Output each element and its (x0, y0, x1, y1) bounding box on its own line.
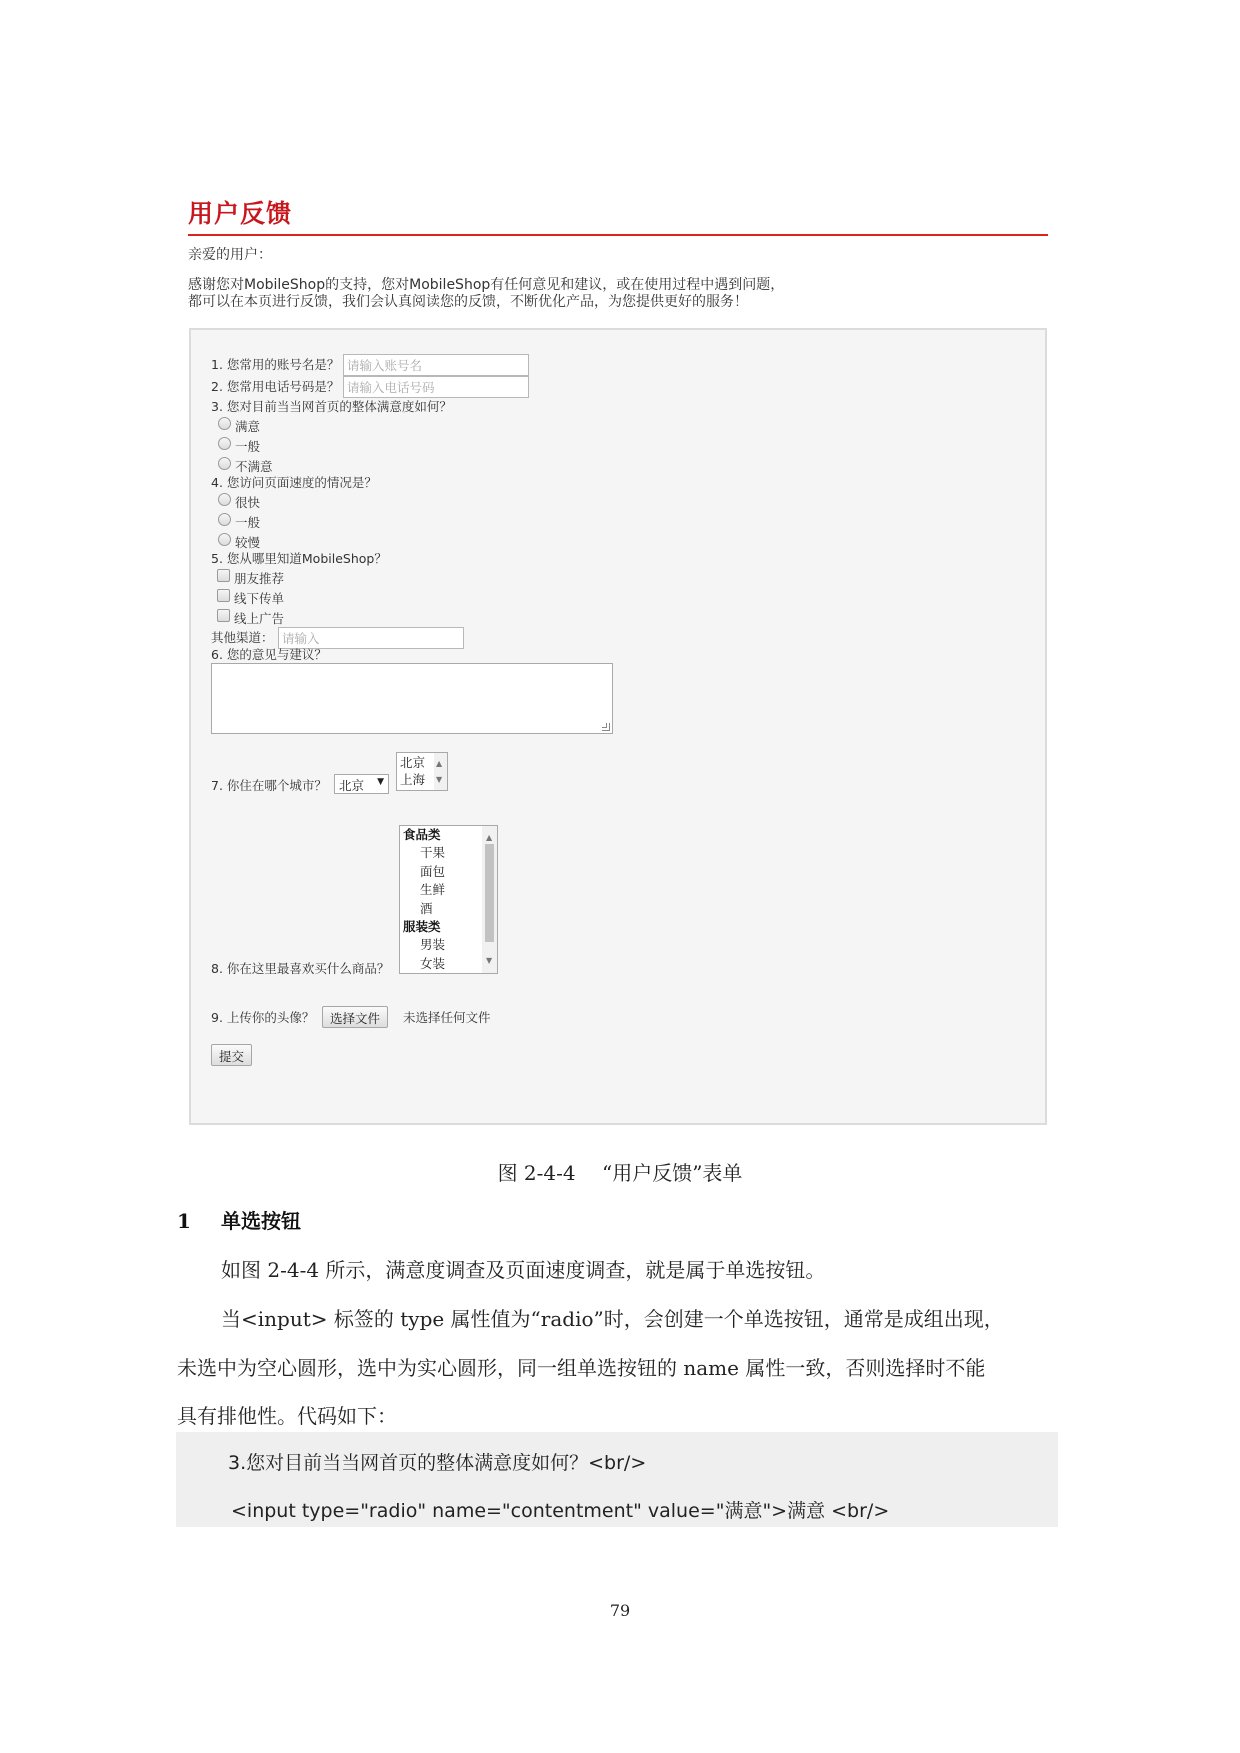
city-listbox[interactable] (396, 752, 448, 791)
city-dropdown[interactable] (334, 774, 389, 794)
q9-label: 9. 上传你的头像？ (211, 1010, 315, 1025)
q3-label: 3. 您对目前当当网首页的整体满意度如何？ (211, 399, 452, 414)
q5-label: 5. 您从哪里知道MobileShop？ (211, 551, 387, 566)
speed-radio-3[interactable] (218, 533, 231, 546)
goods-option[interactable]: 女装 (420, 955, 446, 971)
source-checkbox-3[interactable] (217, 609, 230, 622)
paragraph-2-line-2: 未选中为空心圆形，选中为实心圆形，同一组单选按钮的 name 属性一致，否则选择时不能 (177, 1356, 986, 1380)
intro-text (188, 277, 784, 311)
source-option-3: 线上广告 (234, 611, 285, 626)
q6-label: 6. 您的意见与建议？ (211, 647, 327, 662)
source-checkbox-2[interactable] (217, 589, 230, 602)
goods-listbox[interactable] (399, 825, 498, 974)
paragraph-2-line-3: 具有排他性。代码如下： (177, 1404, 397, 1428)
section-heading (177, 1205, 301, 1234)
scroll-up-icon[interactable]: ▲ (436, 759, 443, 768)
satisfaction-option-2: 一般 (235, 439, 261, 454)
city-list-scrollbar[interactable] (434, 753, 447, 790)
source-option-1: 朋友推荐 (234, 571, 285, 586)
city-dropdown-value: 北京 (339, 778, 365, 793)
source-checkbox-1[interactable] (217, 569, 230, 582)
code-line-1: 3.您对目前当当网首页的整体满意度如何？<br/> (228, 1452, 647, 1474)
goods-option[interactable]: 男装 (420, 937, 446, 953)
goods-option[interactable]: 酒 (420, 900, 433, 916)
speed-option-3: 较慢 (235, 535, 261, 550)
code-line-2: <input type="radio" name="contentment" value="满意">满意 <br/> (231, 1500, 890, 1522)
satisfaction-option-1: 满意 (235, 419, 261, 434)
paragraph-2-line-1: 当<input> 标签的 type 属性值为“radio”时，会创建一个单选按钮，通常是成组出现， (221, 1307, 1004, 1331)
page-title: 用户反馈 (188, 199, 293, 228)
speed-option-2: 一般 (235, 515, 261, 530)
goods-group-clothing: 服装类 (403, 919, 441, 935)
goods-scrollbar[interactable] (482, 826, 497, 973)
feedback-form (189, 328, 1047, 1125)
account-name-input[interactable] (343, 354, 529, 376)
scrollbar-thumb[interactable] (485, 844, 494, 942)
goods-group-food: 食品类 (403, 827, 441, 842)
source-option-2: 线下传单 (234, 591, 285, 606)
q4-label: 4. 您访问页面速度的情况是？ (211, 475, 377, 490)
file-status-text: 未选择任何文件 (403, 1010, 491, 1025)
page-number: 79 (609, 1601, 631, 1620)
goods-option[interactable]: 干果 (420, 845, 446, 861)
other-channel-input[interactable] (278, 627, 464, 649)
goods-option[interactable]: 面包 (420, 863, 446, 879)
section-title: 单选按钮 (221, 1209, 301, 1233)
satisfaction-option-3: 不满意 (235, 459, 273, 474)
figure-caption: 图 2-4-4 “用户反馈”表单 (497, 1161, 743, 1185)
q7-label: 7. 你住在哪个城市？ (211, 778, 327, 793)
scroll-down-icon[interactable]: ▼ (436, 775, 443, 784)
goods-option[interactable]: 生鲜 (420, 882, 446, 898)
speed-radio-1[interactable] (218, 493, 231, 506)
phone-number-input[interactable] (343, 376, 529, 398)
city-list-option-2[interactable]: 上海 (400, 772, 426, 787)
title-divider (188, 234, 1048, 236)
speed-radio-2[interactable] (218, 513, 231, 526)
dropdown-arrow-icon: ▼ (377, 777, 384, 787)
scroll-up-icon[interactable]: ▲ (486, 833, 493, 842)
satisfaction-radio-2[interactable] (218, 437, 231, 450)
choose-file-button[interactable]: 选择文件 (322, 1006, 388, 1028)
q1-label: 1. 您常用的账号名是？ (211, 357, 340, 372)
section-number: 1 (177, 1209, 191, 1233)
scroll-down-icon[interactable]: ▼ (486, 955, 493, 965)
satisfaction-radio-3[interactable] (218, 457, 231, 470)
other-channel-label: 其他渠道： (211, 630, 274, 645)
intro-line-1: 感谢您对MobileShop的支持，您对MobileShop有任何意见和建议，或在使用过程中遇到问题， (188, 277, 785, 293)
speed-option-1: 很快 (235, 495, 261, 510)
suggestion-textarea[interactable] (211, 663, 613, 734)
submit-button[interactable]: 提交 (211, 1044, 252, 1066)
q2-label: 2. 您常用电话号码是？ (211, 379, 340, 394)
intro-line-2: 都可以在本页进行反馈，我们会认真阅读您的反馈，不断优化产品，为您提供更好的服务！ (188, 294, 748, 310)
greeting-text: 亲爱的用户： (188, 247, 272, 263)
code-block (176, 1432, 1058, 1527)
resize-grip-icon[interactable] (602, 723, 610, 731)
city-list-option-1[interactable]: 北京 (400, 755, 426, 770)
paragraph-1: 如图 2-4-4 所示，满意度调查及页面速度调查，就是属于单选按钮。 (221, 1258, 826, 1282)
satisfaction-radio-1[interactable] (218, 417, 231, 430)
q8-label: 8. 你在这里最喜欢买什么商品？ (211, 961, 390, 976)
